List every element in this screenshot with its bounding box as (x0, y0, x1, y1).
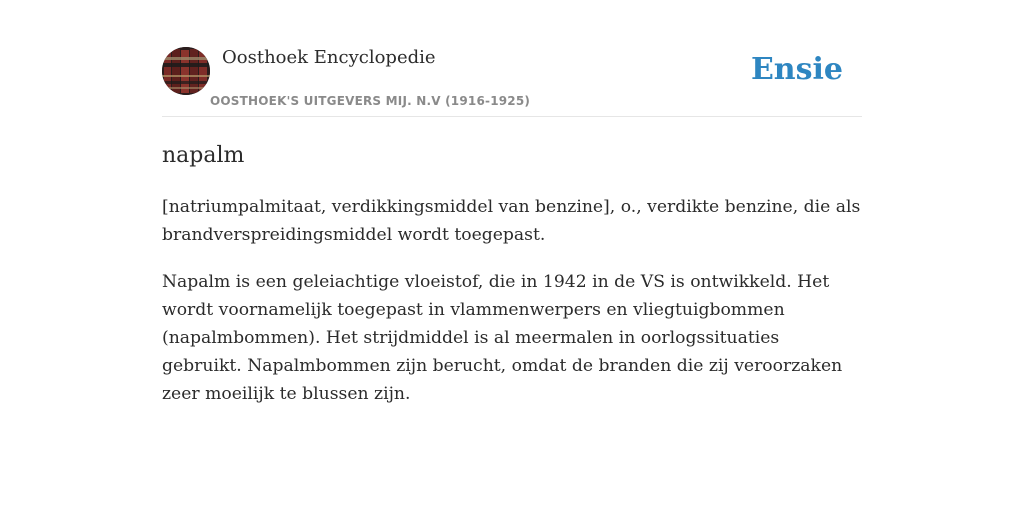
article-card (162, 46, 862, 408)
article-term: napalm (162, 143, 245, 168)
source-name[interactable]: Oosthoek Encyclopedie (222, 47, 436, 68)
definition-paragraph: [natriumpalmitaat, verdikkingsmiddel van benzine], o., verdikte benzine, die als brandverspreidingsmiddel wordt toegepast. (162, 197, 861, 245)
encyclopedia-books-icon[interactable] (162, 47, 210, 95)
ensie-logo-link[interactable]: Ensie (750, 52, 843, 87)
description-paragraph: Napalm is een geleiachtige vloeistof, die in 1942 in de VS is ontwikkeld. Het wordt voornamelijk toegepast in vlammenwerpers en vliegtuigbommen (napalmbommen). Het strijdmiddel is al meermalen in oorlogssituaties gebruikt. Napalmbommen zijn berucht, omdat de branden die zij veroorzaken zeer moeilijk te blussen zijn. (162, 272, 843, 404)
source-subtitle: OOSTHOEK'S UITGEVERS MIJ. N.V (1916-1925) (210, 94, 531, 108)
source-header (162, 46, 862, 117)
